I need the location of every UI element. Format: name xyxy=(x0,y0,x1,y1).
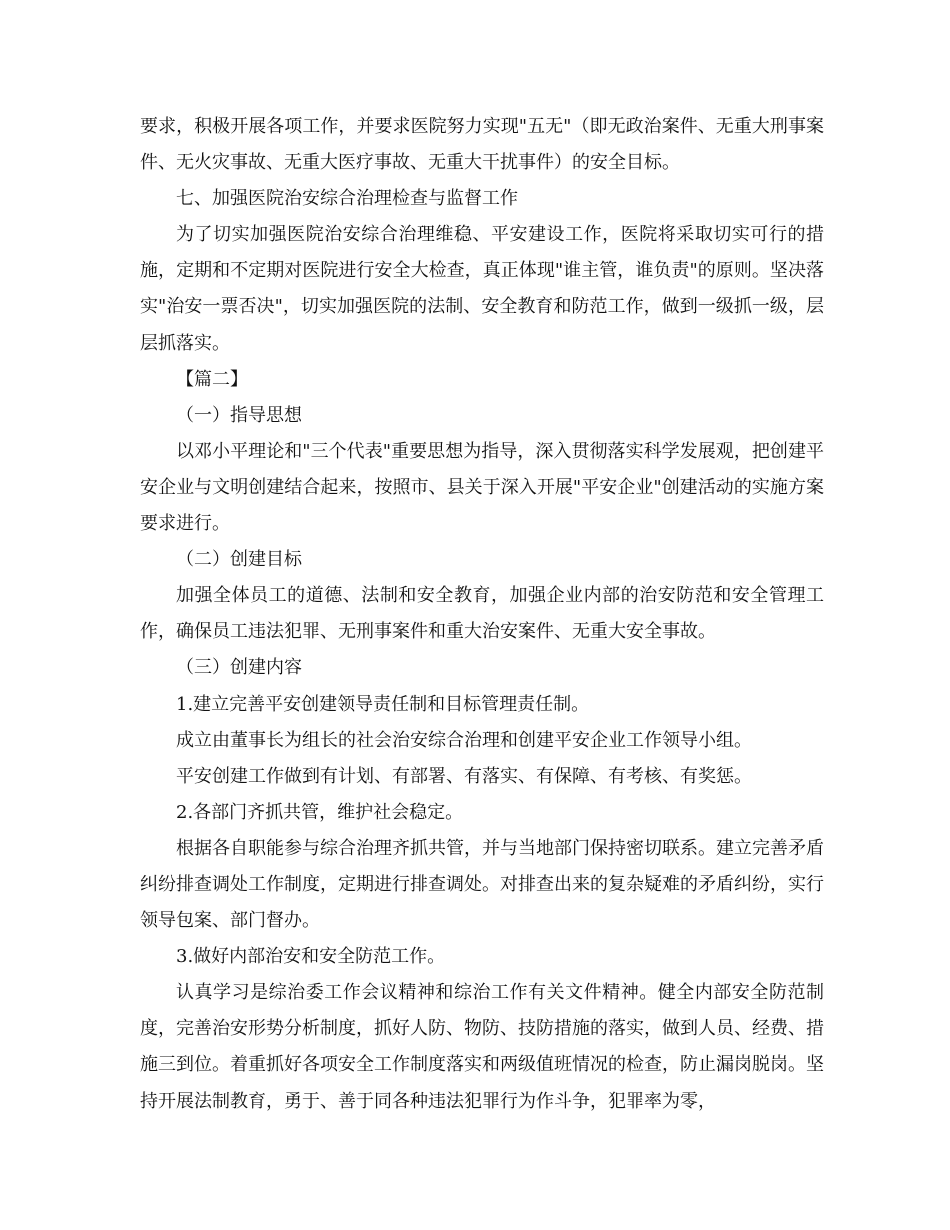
paragraph: 根据各自职能参与综合治理齐抓共管，并与当地部门保持密切联系。建立完善矛盾纠纷排查调处工作制度，定期进行排查调处。对排查出来的复杂疑难的矛盾纠纷，实行领导包案、部门督办。 xyxy=(140,837,824,932)
paragraph: 认真学习是综治委工作会议精神和综治工作有关文件精神。健全内部安全防范制度，完善治安形势分析制度，抓好人防、物防、技防措施的落实，做到人员、经费、措施三到位。着重抓好各项安全工作制度落实和两级值班情况的检查，防止漏岗脱岗。坚持开展法制教育，勇于、善于同各种违法犯罪行为作斗争，犯罪率为零， xyxy=(140,982,824,1112)
paragraph: 加强全体员工的道德、法制和安全教育，加强企业内部的治安防范和安全管理工作，确保员工违法犯罪、无刑事案件和重大治安案件、无重大安全事故。 xyxy=(140,585,824,643)
subheading-content: （三）创建内容 xyxy=(176,657,302,679)
section-heading-7: 七、加强医院治安综合治理检查与监督工作 xyxy=(176,188,518,210)
paragraph: 成立由董事长为组长的社会治安综合治理和创建平安企业工作领导小组。 xyxy=(176,729,752,751)
paragraph: 平安创建工作做到有计划、有部署、有落实、有保障、有考核、有奖惩。 xyxy=(176,765,752,787)
list-item-1: 1.建立完善平安创建领导责任制和目标管理责任制。 xyxy=(176,693,590,715)
paragraph: 以邓小平理论和"三个代表"重要思想为指导，深入贯彻落实科学发展观，把创建平安企业与文明创建结合起来，按照市、县关于深入开展"平安企业"创建活动的实施方案要求进行。 xyxy=(140,440,824,535)
list-item-3: 3.做好内部治安和安全防范工作。 xyxy=(176,946,446,968)
paragraph: 为了切实加强医院治安综合治理维稳、平安建设工作，医院将采取切实可行的措施，定期和不定期对医院进行安全大检查，真正体现"谁主管，谁负责"的原则。坚决落实"治安一票否决"，切实加强医院的法制、安全教育和防范工作，做到一级抓一级，层层抓落实。 xyxy=(140,224,824,354)
subheading-guiding-thought: （一）指导思想 xyxy=(176,404,302,426)
document-page xyxy=(140,109,824,1120)
list-item-2: 2.各部门齐抓共管，维护社会稳定。 xyxy=(176,801,464,823)
subheading-goal: （二）创建目标 xyxy=(176,549,302,571)
paragraph-continuation: 要求，积极开展各项工作，并要求医院努力实现"五无"（即无政治案件、无重大刑事案件、无火灾事故、无重大医疗事故、无重大干扰事件）的安全目标。 xyxy=(140,116,824,174)
part-heading: 【篇二】 xyxy=(176,368,248,390)
